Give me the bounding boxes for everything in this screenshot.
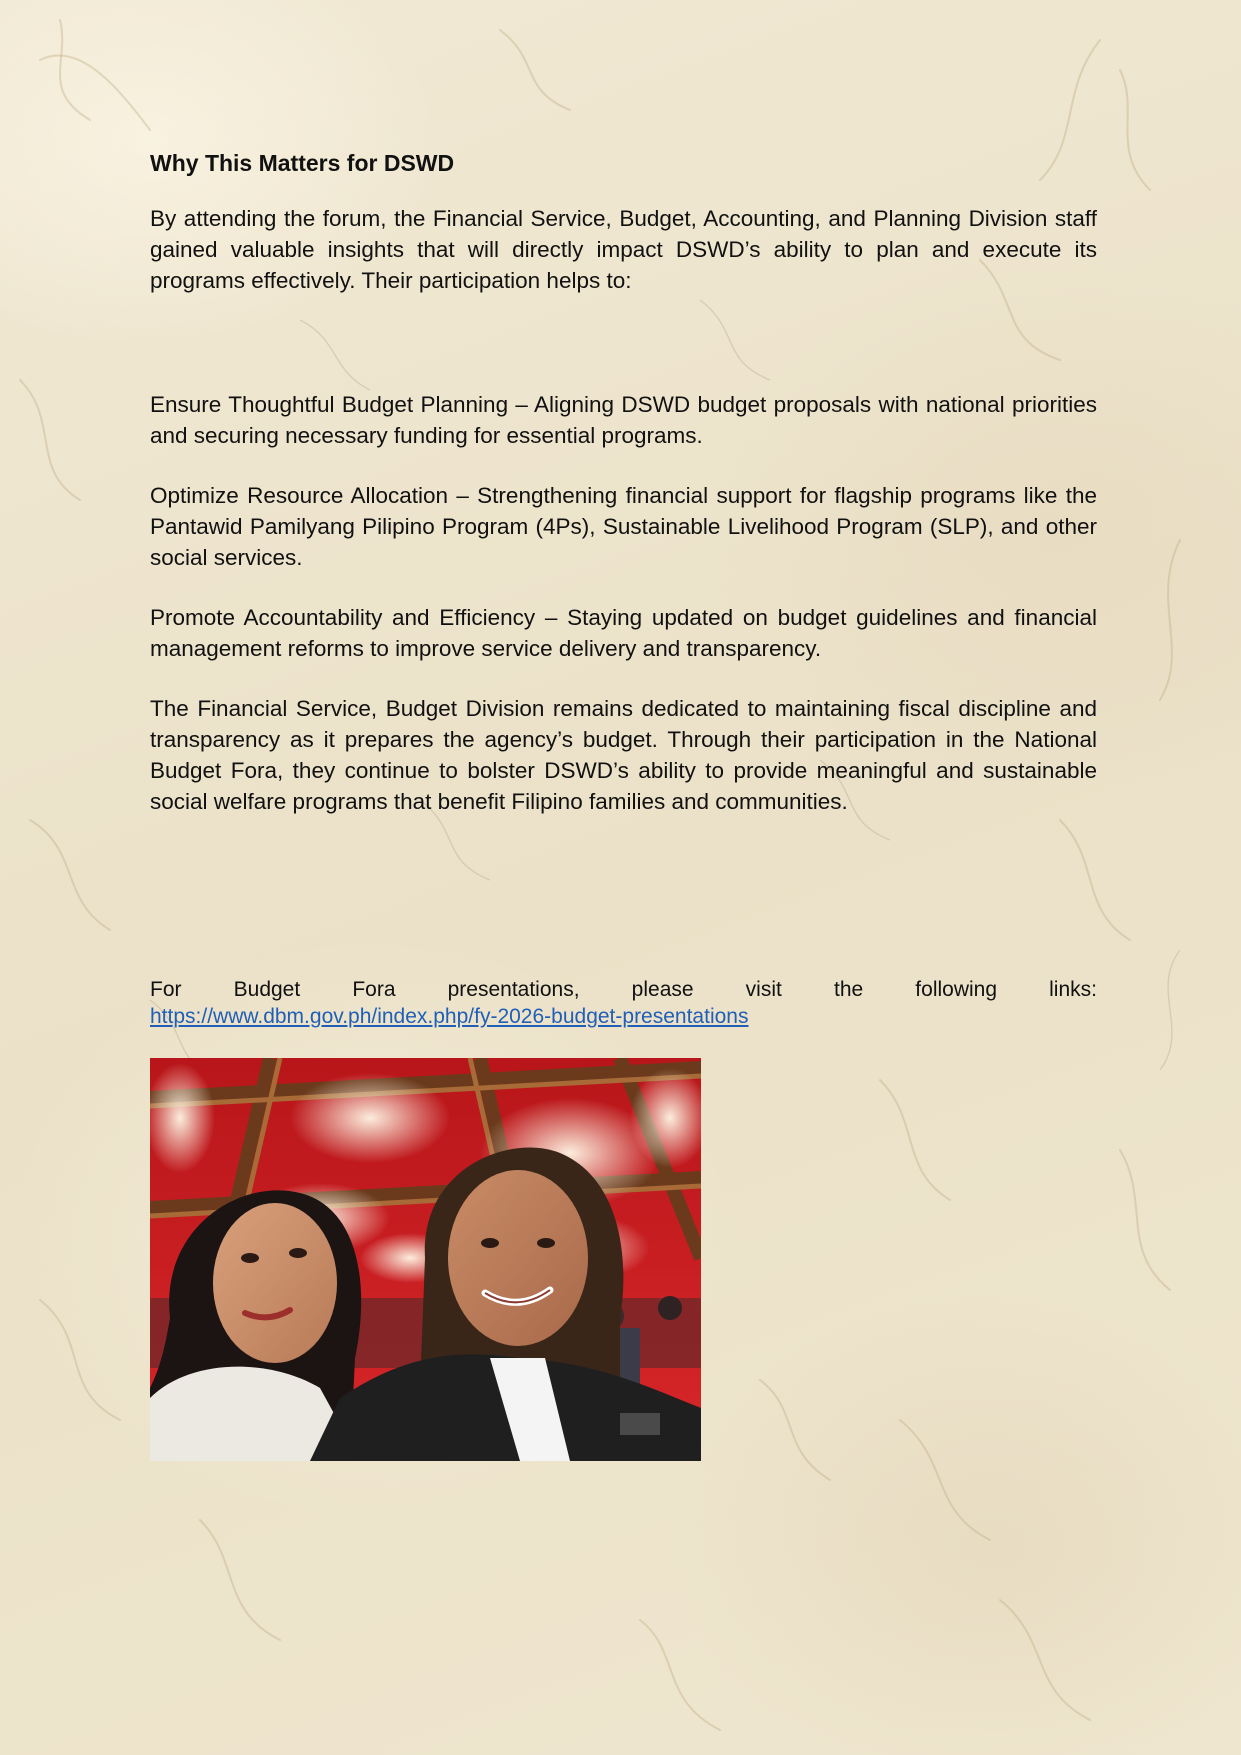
section-heading: Why This Matters for DSWD <box>150 150 455 176</box>
point-resource-allocation: Optimize Resource Allocation – Strengthening financial support for flagship programs like the Pantawid Pamilyang Pilipino Program (4Ps), Sustainable Livelihood Program (SLP), and other social services. <box>150 483 1097 570</box>
budget-presentations-link[interactable]: https://www.dbm.gov.ph/index.php/fy-2026-budget-presentations <box>150 1005 749 1028</box>
closing-paragraph: The Financial Service, Budget Division remains dedicated to maintaining fiscal discipline and transparency as it prepares the agency’s budget. Through their participation in the National Budget Fora, they continue to bolster DSWD’s ability to provide meaningful and sustainable social welfare programs that benefit Filipino families and communities. <box>150 696 1097 814</box>
point-accountability: Promote Accountability and Efficiency – Staying updated on budget guidelines and financial management reforms to improve service delivery and transparency. <box>150 605 1097 661</box>
document-page <box>150 148 1097 1461</box>
forum-photo <box>150 1058 701 1461</box>
links-intro: For Budget Fora presentations, please visit the following links: <box>150 978 1097 1001</box>
point-budget-planning: Ensure Thoughtful Budget Planning – Aligning DSWD budget proposals with national priorities and securing necessary funding for essential programs. <box>150 392 1097 448</box>
intro-paragraph: By attending the forum, the Financial Service, Budget, Accounting, and Planning Division staff gained valuable insights that will directly impact DSWD’s ability to plan and execute its programs effectively. Their participation helps to: <box>150 206 1097 293</box>
